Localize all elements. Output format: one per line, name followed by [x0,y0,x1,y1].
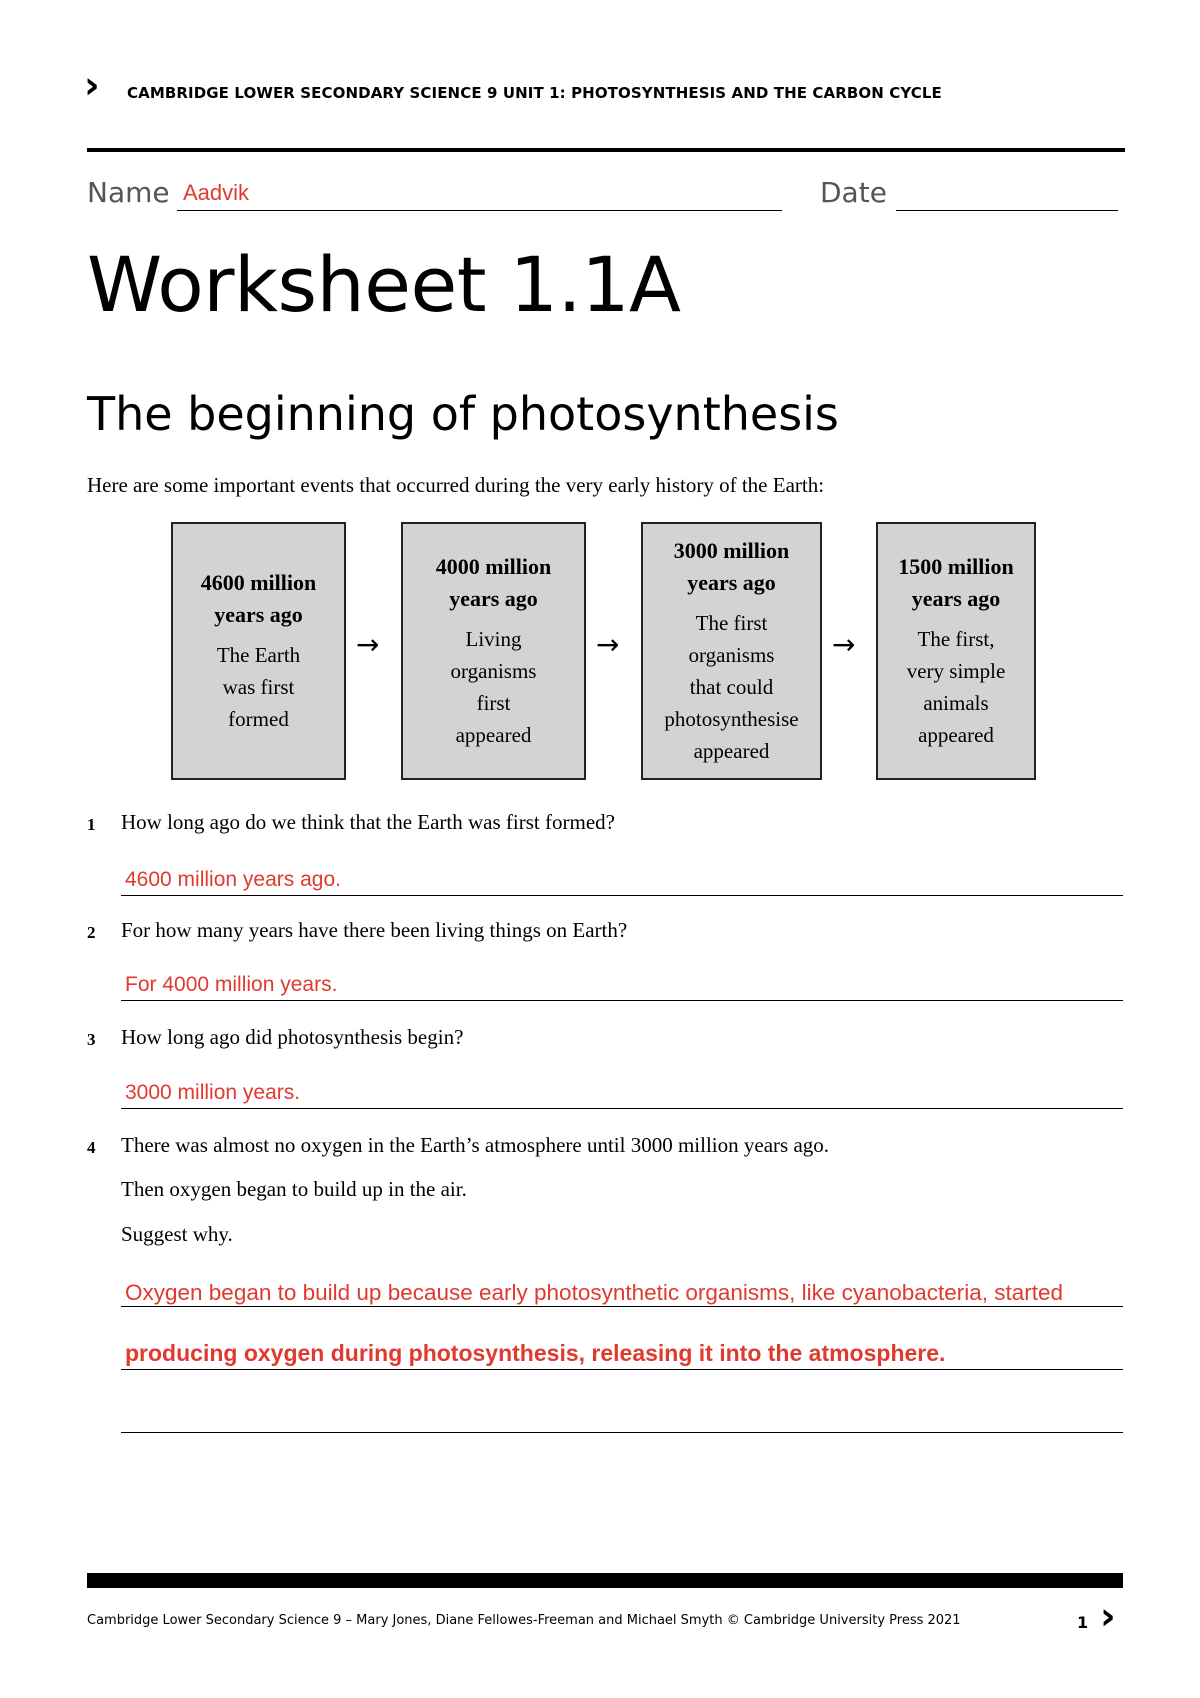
page-subtitle: The beginning of photosynthesis [87,387,839,441]
timeline-text: appeared [455,723,532,747]
answer-text[interactable]: For 4000 million years. [125,973,338,996]
timeline-box [641,522,822,780]
question-number: 1 [87,815,96,834]
header-rule [87,148,1125,152]
question-number: 2 [87,923,96,942]
date-label: Date [820,176,887,209]
chevron-right-icon: › [84,63,100,107]
timeline-text: that could [689,675,774,699]
timeline-text: formed [228,707,289,731]
question-number: 3 [87,1030,96,1049]
answer-line [121,895,1123,896]
name-field[interactable]: Aadvik [183,180,250,205]
footer-credit: Cambridge Lower Secondary Science 9 – Mary Jones, Diane Fellowes-Freeman and Michael Smyth © Cambridge University Press 2021 [87,1613,961,1628]
timeline-text: The Earth [216,643,301,667]
answer-line [121,1369,1123,1370]
chevron-right-icon[interactable]: › [1100,1594,1116,1638]
question-text: How long ago did photosynthesis begin? [121,1025,464,1049]
question-text: Then oxygen began to build up in the air. [121,1177,467,1201]
footer-rule [87,1573,1123,1588]
date-field[interactable] [896,210,1118,211]
question-text: How long ago do we think that the Earth was first formed? [121,810,615,834]
timeline-text: first [476,691,511,715]
answer-text[interactable]: 4600 million years ago. [125,868,341,891]
name-underline [177,210,782,211]
timeline-period: years ago [449,586,538,611]
timeline-period: years ago [214,602,303,627]
timeline-arrow: → [832,628,856,661]
timeline-text: was first [222,675,295,699]
timeline-text: photosynthesise [664,707,799,731]
timeline-box [401,522,586,780]
timeline-arrow: → [356,628,380,661]
timeline-box [171,522,346,780]
timeline-text: appeared [693,739,770,763]
question-text: There was almost no oxygen in the Earth’s atmosphere until 3000 million years ago. [121,1133,830,1157]
question-number: 4 [87,1138,96,1157]
question-text: Suggest why. [121,1222,233,1246]
answer-text[interactable]: Oxygen began to build up because early photosynthetic organisms, like cyanobacteria, started [125,1280,1064,1305]
answer-line [121,1306,1123,1307]
timeline-arrow: → [596,628,620,661]
intro-text: Here are some important events that occurred during the very early history of the Earth: [87,473,825,497]
timeline-period: 4000 million [435,554,552,579]
timeline-text: very simple [906,659,1006,683]
timeline-period: years ago [911,586,1001,611]
answer-text[interactable]: 3000 million years. [125,1081,301,1104]
timeline-text: organisms [450,659,537,683]
timeline-text: The first [695,611,768,635]
page-number: 1 [1077,1613,1089,1632]
header-running-title: CAMBRIDGE LOWER SECONDARY SCIENCE 9 UNIT 1: PHOTOSYNTHESIS AND THE CARBON CYCLE [127,84,942,102]
timeline-period: 4600 million [200,570,317,595]
timeline-text: The first, [917,627,995,651]
answer-line [121,1432,1123,1433]
timeline-text: Living [465,627,522,651]
timeline-text: organisms [688,643,775,667]
timeline-box [876,522,1036,780]
answer-text[interactable]: producing oxygen during photosynthesis, releasing it into the atmosphere. [125,1340,946,1366]
answer-line [121,1000,1123,1001]
page-title: Worksheet 1.1A [87,240,681,329]
timeline-text: animals [923,691,989,715]
timeline-text: appeared [918,723,994,747]
answer-line [121,1108,1123,1109]
timeline-period: 3000 million [673,538,790,563]
timeline-period: 1500 million [898,554,1014,579]
name-label: Name [87,176,170,209]
question-text: For how many years have there been living things on Earth? [121,918,628,942]
timeline-period: years ago [687,570,776,595]
